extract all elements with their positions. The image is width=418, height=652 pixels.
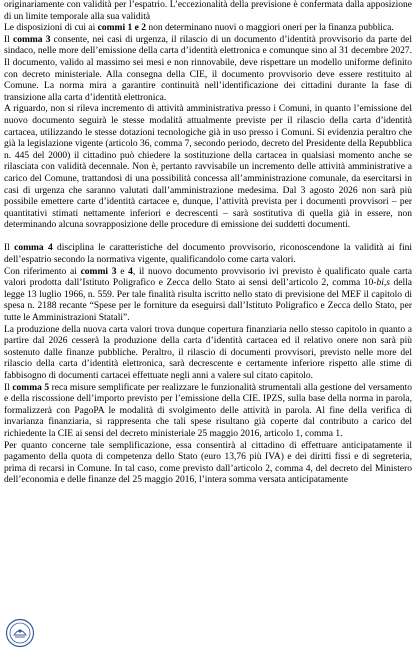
- text-run: Per quanto concerne tale semplificazione, essa consentirà al cittadino di effettuare anticipatamente il pagamento della quota di competenza dello Stato (euro 13,76 più IVA) e dei diritti fissi e di segreteria, prima di recarsi in Comune. In tal caso, come previsto dall’articolo 2, comma 4, del decreto del Ministero dell’economia e delle finanze del 25 maggio 2016, l’intera somma versata anticipatamente: [4, 440, 412, 486]
- text-run: , il nuovo documento provvisorio ivi previsto è qualificato quale carta valori prodotta dall’Istituto Poligrafico e Zecca dello Stato ai sensi dell’articolo 2, comma 10-: [4, 266, 412, 289]
- text-run: Il: [4, 243, 15, 254]
- paragraph-commi-1-2-no-costs: [4, 23, 412, 35]
- text-run: della legge 13 luglio 1966, n. 559. Per tale finalità risulta iscritto nello stato di previsione del MEF il capitolo di spesa n. 2188 recante “Spese per le forniture da eseguirsi dall’Istituto Poligrafico e Zecca dello Stato, per tutte le Amministrazioni Statali”.: [4, 278, 412, 324]
- paragraph-municipal-activity: [4, 104, 412, 232]
- paragraph-simplification-payment: [4, 441, 412, 487]
- bold-reference: comma 3: [13, 34, 51, 45]
- italic-reference: bi,s: [376, 278, 390, 289]
- bold-reference: comma 5: [12, 382, 50, 393]
- paragraph-validity-intro: [4, 0, 412, 23]
- paragraph-comma-3-provisional-document: [4, 35, 412, 105]
- text-run: non determinano nuovi o maggiori oneri per la finanza pubblica.: [145, 23, 394, 34]
- bold-reference: comma 4: [14, 243, 53, 254]
- text-run: Con riferimento ai: [4, 266, 81, 277]
- text-run: e: [116, 266, 129, 277]
- text-run: disciplina le caratteristiche del documento provvisorio, riconoscendone la validità ai fini dell’espatrio secondo la normativa vigente, qualificandolo come carta valori.: [4, 243, 413, 266]
- seal-stamp-icon: [5, 618, 35, 648]
- text-run: reca misure semplificate per realizzare le funzionalità strumentali alla gestione del versamento e della riscossione dell’importo previsto per l’emissione della CIE. IPZS, sulla base della norma in parola, formalizzerà con PagoPA le modalità di svolgimento delle attività in parola. Al fine della verifica di invarianza finanziaria, si rappresenta che tali spese risultano già coperte dal contributo a carico del richiedente la CIE ai sensi del decreto ministeriale 25 maggio 2016, articolo 1, comma 1.: [4, 382, 412, 439]
- paragraph-production-funding: [4, 325, 412, 383]
- text-run: Il: [4, 382, 13, 393]
- text-run: Le disposizioni di cui ai: [4, 23, 98, 34]
- bold-reference: commi 3: [80, 266, 117, 277]
- text-run: A riguardo, non si rileva incremento di attività amministrativa presso i Comuni, in quanto l’emissione del nuovo documento seguirà le stesse modalità attualmente previste per il rilascio della carta d’identità cartacea, utilizzando le stesse dotazioni tecnologiche già in uso presso i Comuni. Si evidenzia peraltro che già la legislazione vigente (articolo 36, comma 7, secondo periodo, decreto del Presidente della Repubblica n. 445 del 2000) il cittadino può chiedere la sostituzione della cartacea in qualsiasi momento anche se rilasciata con validità decennale. Non è, pertanto ravvisabile un incremento delle attività amministrative a carico del Comune, trattandosi di una possibilità concessa all’amministrazione comunale, da esercitarsi in casi di urgenza che saranno valutati dall’amministrazione medesima. Dal 3 agosto 2026 non sarà più possibile emettere carte d’identità cartacee e, dunque, l’attività prevista per i documenti provvisori – per quantitativi stimati nettamente inferiori e decrescenti – sarà sostitutiva di quella già in essere, non determinando alcuna sovrapposizione delle procedure di emissione dei suddetti documenti.: [4, 104, 412, 231]
- text-run: consente, nei casi di urgenza, il rilascio di un documento d’identità provvisorio da parte del sindaco, nelle more dell’emissione della carta d’identità elettronica e comunque sino al 31 decembre 2027. Il documento, valido al massimo sei mesi e non rinnovabile, deve rispettare un modello uniforme definito con decreto ministeriale. Alla consegna della CIE, il documento provvisorio deve essere restituito al Comune. La norma mira a garantire continuità nell’identificazione dei cittadini durante la fase di transizione alla carta d’identità elettronica.: [4, 34, 412, 103]
- paragraph-comma-5-payment: [4, 383, 412, 441]
- text-run: La produzione della nuova carta valori trova dunque copertura finanziaria nello stesso capitolo in quanto a partire dal 2026 cesserà la produzione della carta d’identità cartacea ed il relativo onere non sarà più sostenuto dalle finanze pubbliche. Peraltro, il rilascio di documenti provvisori, previsto nelle more del rilascio della carta d’identità elettronica, sarà decrescente e certamente inferiore rispetto alle stime di fabbisogno di documenti cartacei effettuate negli anni a valere sul citato capitolo.: [4, 324, 412, 381]
- paragraph-comma-4-characteristics: [4, 243, 412, 266]
- bold-reference: commi 1 e 2: [97, 23, 146, 34]
- bold-reference: 4: [128, 266, 133, 277]
- text-run: Il: [4, 34, 13, 45]
- text-run: originariamente con validità per l’espatrio. L’eccezionalità della previsione è confermata dalla apposizione di un limite temporale alla sua validità: [4, 0, 412, 22]
- paragraph-commi-3-4-carta-valori: [4, 267, 412, 325]
- document-body: [4, 0, 412, 487]
